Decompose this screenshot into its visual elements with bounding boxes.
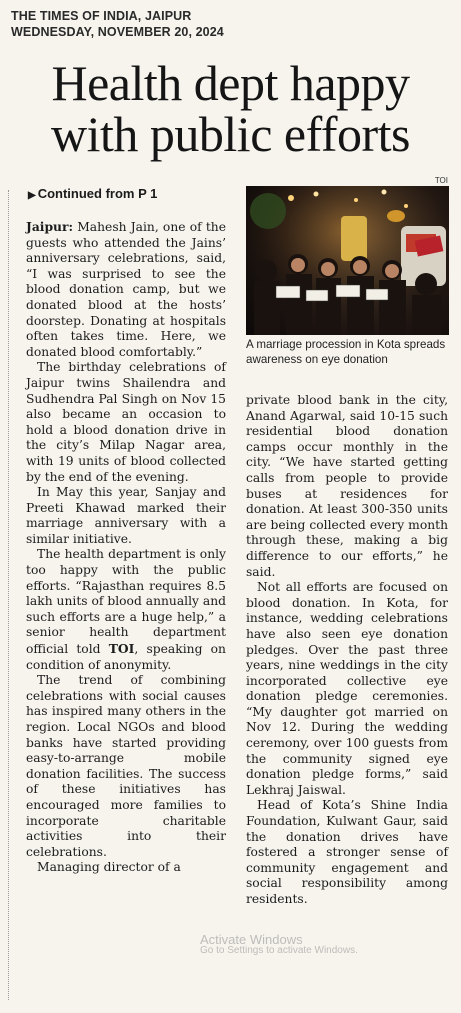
article-paragraph [26, 547, 226, 673]
photo-illustration [246, 186, 449, 335]
watermark-subtitle: Go to Settings to activate Windows. [200, 945, 358, 956]
paragraph-text: Mahesh Jain, one of the guests who attended the Jains’ anniversary celebrations, said, “I was surprised to see the blood donation camp, but we donated blood at the hosts’ doorstep. Donating at hospitals often takes time. Here, we donated blood comfortably.” [26, 220, 226, 359]
headline-line2: with public efforts [51, 106, 410, 162]
article-paragraph: Head of Kota’s Shine India Foundation, Kulwant Gaur, said the donation drives have fostered a stronger sense of community engagement and social responsibility among residents. [246, 798, 448, 906]
continued-text: Continued from P 1 [37, 186, 158, 201]
paragraph-text: , speaking on condition of anonymity. [26, 642, 226, 672]
article-paragraph: The trend of combining celebrations with social causes has inspired many others in the region. Local NGOs and blood banks have started providing easy-to-arrange mobile donation facilities. The success of these initiatives has encouraged more families to incorporate charitable activities into their celebrations. [26, 673, 226, 859]
dateline: Jaipur: [26, 219, 74, 234]
article-paragraph: Managing director of a [37, 860, 181, 875]
article-paragraph: private blood bank in the city, Anand Agarwal, said 10-15 such residential blood donation camps occur monthly in the city. “We have started getting calls from people to provide buses at residences for donation. At least 300-350 units are being collected every month through these, making a big difference to our efforts,” he said. [246, 393, 448, 579]
masthead-date: WEDNESDAY, NOVEMBER 20, 2024 [11, 25, 224, 39]
headline [0, 55, 461, 162]
photo-credit: TOI [434, 176, 448, 185]
watermark-title: Activate Windows [200, 932, 303, 947]
photo-caption: A marriage procession in Kota spreads awareness on eye donation [246, 338, 446, 366]
article-column-1 [26, 219, 226, 876]
article-column-2 [246, 393, 448, 908]
marriage-procession-photo [246, 186, 449, 335]
toi-mention: TOI [108, 641, 135, 657]
paragraph-text: The health department is only too happy with the public efforts. “Rajasthan requires 8.5 lakh units of blood annually and such efforts are a huge help,” a senior health department official told [26, 547, 226, 657]
play-arrow-icon: ▶ [28, 190, 36, 201]
continued-label [28, 186, 157, 201]
masthead-paper: THE TIMES OF INDIA, JAIPUR [11, 9, 192, 23]
activate-windows-watermark [200, 932, 358, 956]
headline-line1: Health dept happy [51, 55, 410, 111]
masthead [11, 8, 451, 40]
article-paragraph: In May this year, Sanjay and Preeti Khawad marked their marriage anniversary with a similar initiative. [26, 485, 226, 546]
article-paragraph: Not all efforts are focused on blood donation. In Kota, for instance, wedding celebrations have also seen eye donation pledges. Over the past three years, nine weddings in the city incorporated collective eye donation pledge ceremonies. “My daughter got married on Nov 12. During the wedding ceremony, over 100 guests from the community signed eye donation pledge forms,” said Lekhraj Jaiswal. [246, 580, 448, 797]
article-paragraph: The birthday celebrations of Jaipur twins Shailendra and Sudhendra Pal Singh on Nov 15 also became an occasion to hold a blood donation drive in the city’s Milap Nagar area, with 19 units of blood collected by the end of the evening. [26, 360, 226, 484]
column-rule [8, 190, 9, 1000]
article-paragraph [26, 219, 226, 360]
